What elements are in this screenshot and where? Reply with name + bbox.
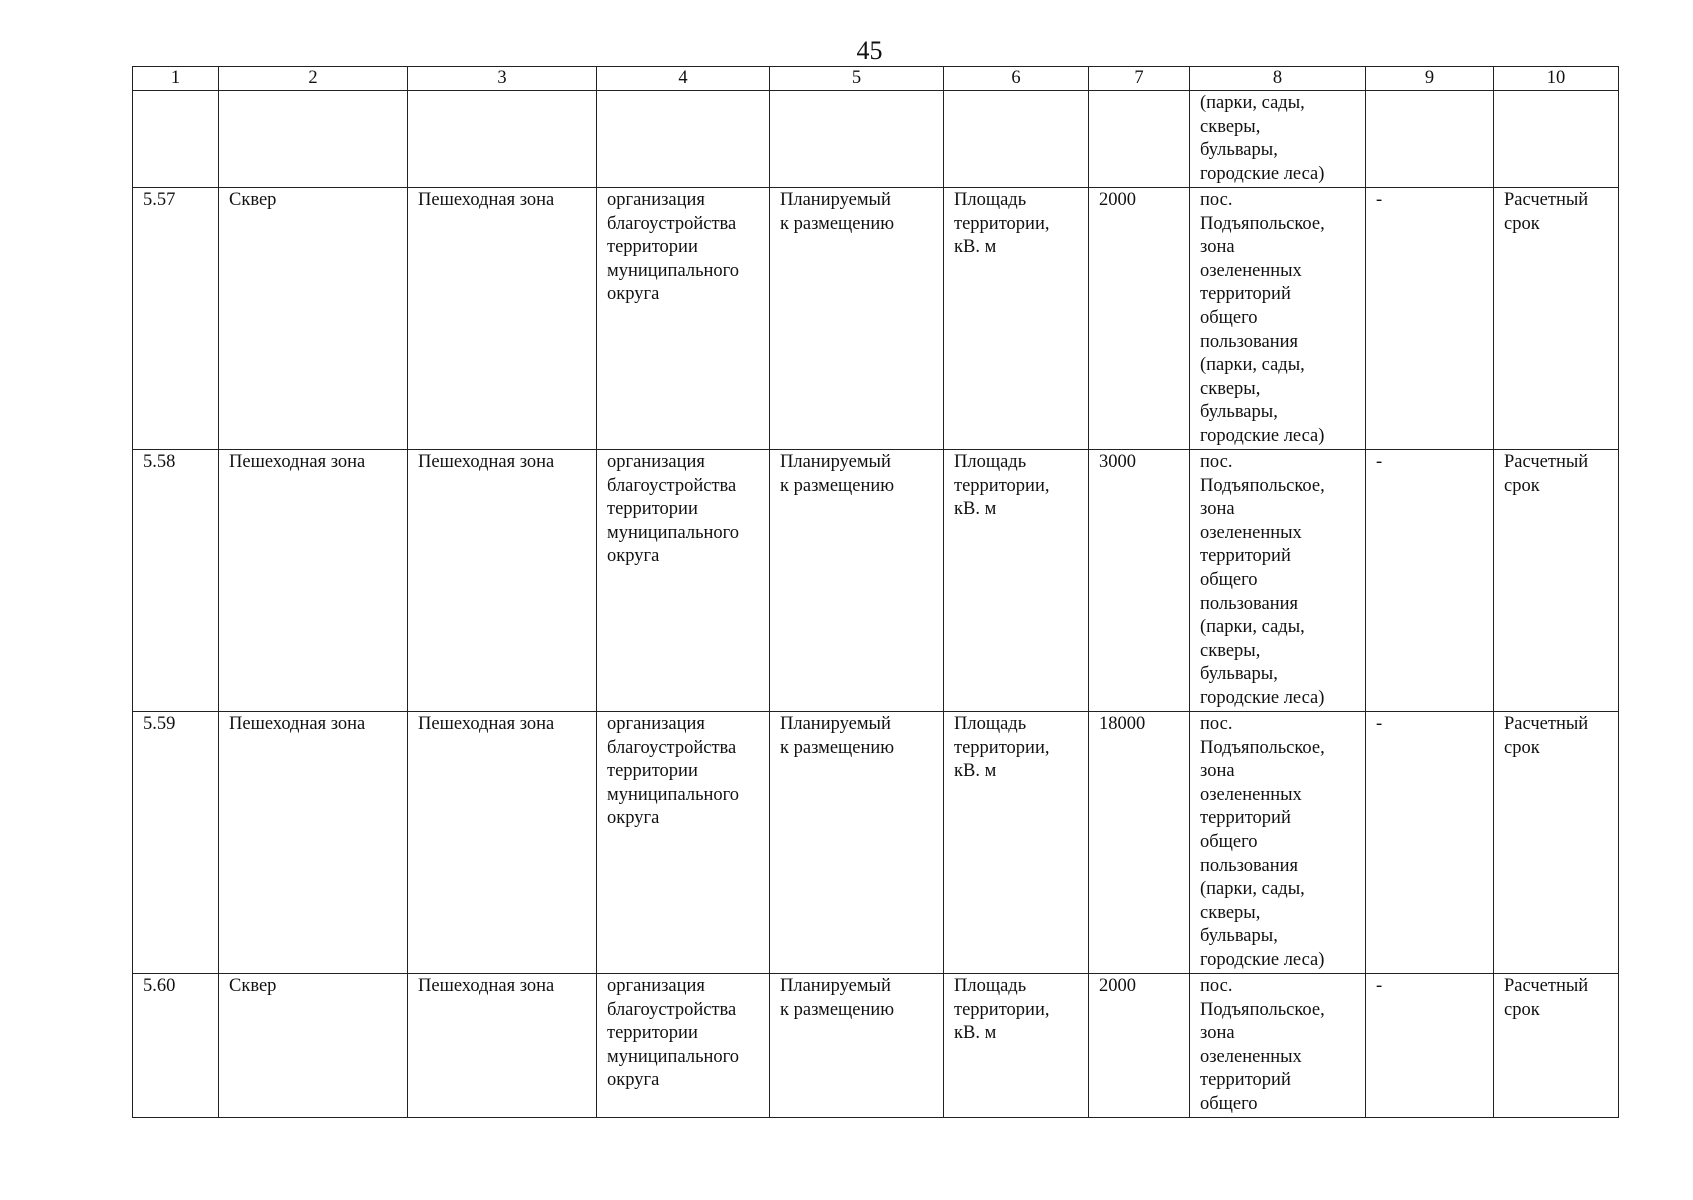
row-number-cell	[133, 91, 219, 188]
zone-cell: -	[1366, 188, 1494, 450]
table-row-continuation	[133, 91, 1619, 188]
column-number: 10	[1494, 67, 1619, 91]
value-cell: 2000	[1089, 188, 1190, 450]
value-cell	[1089, 91, 1190, 188]
purpose-cell: организация благоустройства территории муниципального округа	[597, 450, 770, 712]
column-number: 7	[1089, 67, 1190, 91]
object-type-cell: Пешеходная зона	[408, 450, 597, 712]
term-cell: Расчетный срок	[1494, 188, 1619, 450]
column-number: 6	[944, 67, 1089, 91]
location-cell: пос. Подъяпольское, зона озелененных территорий общего пользования (парки, сады, скверы, бульвары, городские леса)	[1190, 188, 1366, 450]
column-number: 2	[219, 67, 408, 91]
characteristic-cell: Площадь территории, кВ. м	[944, 450, 1089, 712]
table-row	[133, 188, 1619, 450]
column-number: 9	[1366, 67, 1494, 91]
term-cell: Расчетный срок	[1494, 450, 1619, 712]
object-type-cell: Пешеходная зона	[408, 188, 597, 450]
purpose-cell: организация благоустройства территории муниципального округа	[597, 712, 770, 974]
zone-cell: -	[1366, 450, 1494, 712]
location-cell: пос. Подъяпольское, зона озелененных территорий общего пользования (парки, сады, скверы, бульвары, городские леса)	[1190, 450, 1366, 712]
term-cell: Расчетный срок	[1494, 712, 1619, 974]
row-number-cell: 5.60	[133, 974, 219, 1118]
value-cell: 2000	[1089, 974, 1190, 1118]
table-row	[133, 974, 1619, 1118]
location-cell: пос. Подъяпольское, зона озелененных территорий общего пользования (парки, сады, скверы, бульвары, городские леса)	[1190, 712, 1366, 974]
object-name-cell	[219, 91, 408, 188]
row-number-cell: 5.57	[133, 188, 219, 450]
column-number: 4	[597, 67, 770, 91]
status-cell: Планируемый к размещению	[770, 712, 944, 974]
row-number-cell: 5.58	[133, 450, 219, 712]
location-cell: (парки, сады, скверы, бульвары, городские леса)	[1190, 91, 1366, 188]
term-cell: Расчетный срок	[1494, 974, 1619, 1118]
characteristic-cell: Площадь территории, кВ. м	[944, 712, 1089, 974]
table-row	[133, 712, 1619, 974]
column-number: 1	[133, 67, 219, 91]
row-number-cell: 5.59	[133, 712, 219, 974]
value-cell: 18000	[1089, 712, 1190, 974]
table-row	[133, 450, 1619, 712]
status-cell: Планируемый к размещению	[770, 450, 944, 712]
zone-cell: -	[1366, 712, 1494, 974]
purpose-cell: организация благоустройства территории муниципального округа	[597, 974, 770, 1118]
planning-table	[132, 66, 1619, 1118]
zone-cell	[1366, 91, 1494, 188]
term-cell	[1494, 91, 1619, 188]
object-type-cell	[408, 91, 597, 188]
status-cell: Планируемый к размещению	[770, 188, 944, 450]
characteristic-cell	[944, 91, 1089, 188]
status-cell: Планируемый к размещению	[770, 974, 944, 1118]
column-number: 3	[408, 67, 597, 91]
object-name-cell: Сквер	[219, 188, 408, 450]
column-number-row	[133, 67, 1619, 91]
characteristic-cell: Площадь территории, кВ. м	[944, 188, 1089, 450]
location-cell: пос. Подъяпольское, зона озелененных территорий общего	[1190, 974, 1366, 1118]
zone-cell: -	[1366, 974, 1494, 1118]
characteristic-cell: Площадь территории, кВ. м	[944, 974, 1089, 1118]
object-type-cell: Пешеходная зона	[408, 712, 597, 974]
object-name-cell: Пешеходная зона	[219, 450, 408, 712]
page-number: 45	[856, 36, 883, 65]
object-name-cell: Пешеходная зона	[219, 712, 408, 974]
purpose-cell: организация благоустройства территории муниципального округа	[597, 188, 770, 450]
column-number: 5	[770, 67, 944, 91]
value-cell: 3000	[1089, 450, 1190, 712]
object-type-cell: Пешеходная зона	[408, 974, 597, 1118]
purpose-cell	[597, 91, 770, 188]
status-cell	[770, 91, 944, 188]
object-name-cell: Сквер	[219, 974, 408, 1118]
column-number: 8	[1190, 67, 1366, 91]
